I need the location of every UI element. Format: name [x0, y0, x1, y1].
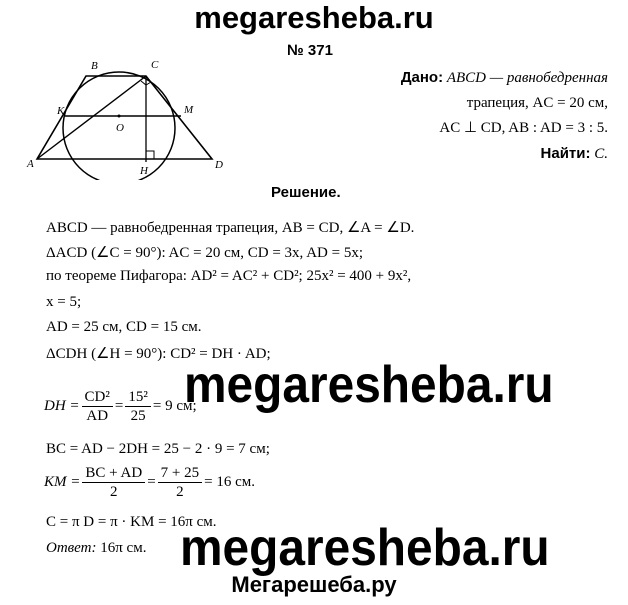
given-label: Дано:	[400, 69, 444, 86]
label-a: A	[27, 158, 34, 170]
solution-line-1: ABCD — равнобедренная трапеция, AB = CD, ∠A = ∠D.	[46, 220, 415, 236]
solution-line-4: x = 5;	[46, 294, 82, 310]
watermark-bottom: megaresheba.ru	[180, 519, 550, 577]
label-c: C	[151, 59, 159, 71]
solution-line-8: BC = AD − 2DH = 25 − 2 · 9 = 7 см;	[46, 441, 270, 457]
dh-lhs: DH =	[44, 398, 80, 414]
formula-km: KM = $\frac{BC + AD}{2}$ = $\frac{7 + 25}{2}$ = 16 см.	[44, 465, 255, 500]
answer-line	[46, 540, 146, 557]
dh-result: = 9 см;	[152, 398, 197, 414]
km-fraction-2: $\frac{7 + 25}{2}$	[158, 464, 202, 501]
geometry-figure	[15, 55, 250, 180]
given-block	[401, 65, 608, 167]
watermark-middle: megaresheba.ru	[184, 356, 554, 414]
given-line3: AC ⊥ CD, AB : AD = 3 : 5.	[439, 120, 608, 136]
watermark-cyrillic: Мегарешеба.ру	[231, 572, 397, 597]
solution-line-3: по теореме Пифагора: AD² = AC² + CD²; 25x² = 400 + 9x²,	[46, 268, 412, 284]
solution-line-10: C = π D = π · KM = 16π см.	[46, 514, 217, 530]
label-m: M	[184, 104, 194, 116]
diagonal-ac	[37, 76, 146, 159]
km-result: = 16 см.	[204, 474, 255, 490]
km-fraction-1: $\frac{BC + AD}{2}$	[82, 464, 145, 501]
dh-fraction-2: $\frac{\text{15²}}{25}$	[125, 388, 151, 425]
formula-dh: DH = $\frac{\text{CD²}}{AD}$ = $\frac{\text{15²}}{25}$ = 9 см;	[44, 389, 197, 424]
solution-heading: Решение.	[271, 184, 341, 201]
given-line1: ABCD — равнобедренная	[446, 70, 608, 86]
km-lhs: KM =	[44, 474, 81, 490]
answer-label: Ответ:	[46, 540, 97, 556]
label-d: D	[215, 159, 223, 171]
answer-value: 16π см.	[100, 540, 147, 556]
watermark-top: megaresheba.ru	[194, 0, 434, 35]
solution-line-2: ΔACD (∠C = 90°): AC = 20 см, CD = 3x, AD = 5x;	[46, 245, 364, 261]
dh-fraction-1: $\frac{\text{CD²}}{AD}$	[82, 388, 113, 425]
solution-line-5: AD = 25 см, CD = 15 см.	[46, 319, 202, 335]
label-h: H	[140, 165, 148, 177]
label-o: O	[116, 122, 124, 134]
problem-number: № 371	[287, 42, 333, 59]
solution-line-6: ΔCDH (∠H = 90°): CD² = DH · AD;	[46, 346, 271, 362]
find-label: Найти:	[540, 145, 591, 162]
label-b: B	[91, 60, 98, 72]
label-k: K	[57, 105, 65, 117]
given-line2: трапеция, AC = 20 см,	[466, 95, 608, 111]
find-value: C.	[594, 146, 608, 162]
